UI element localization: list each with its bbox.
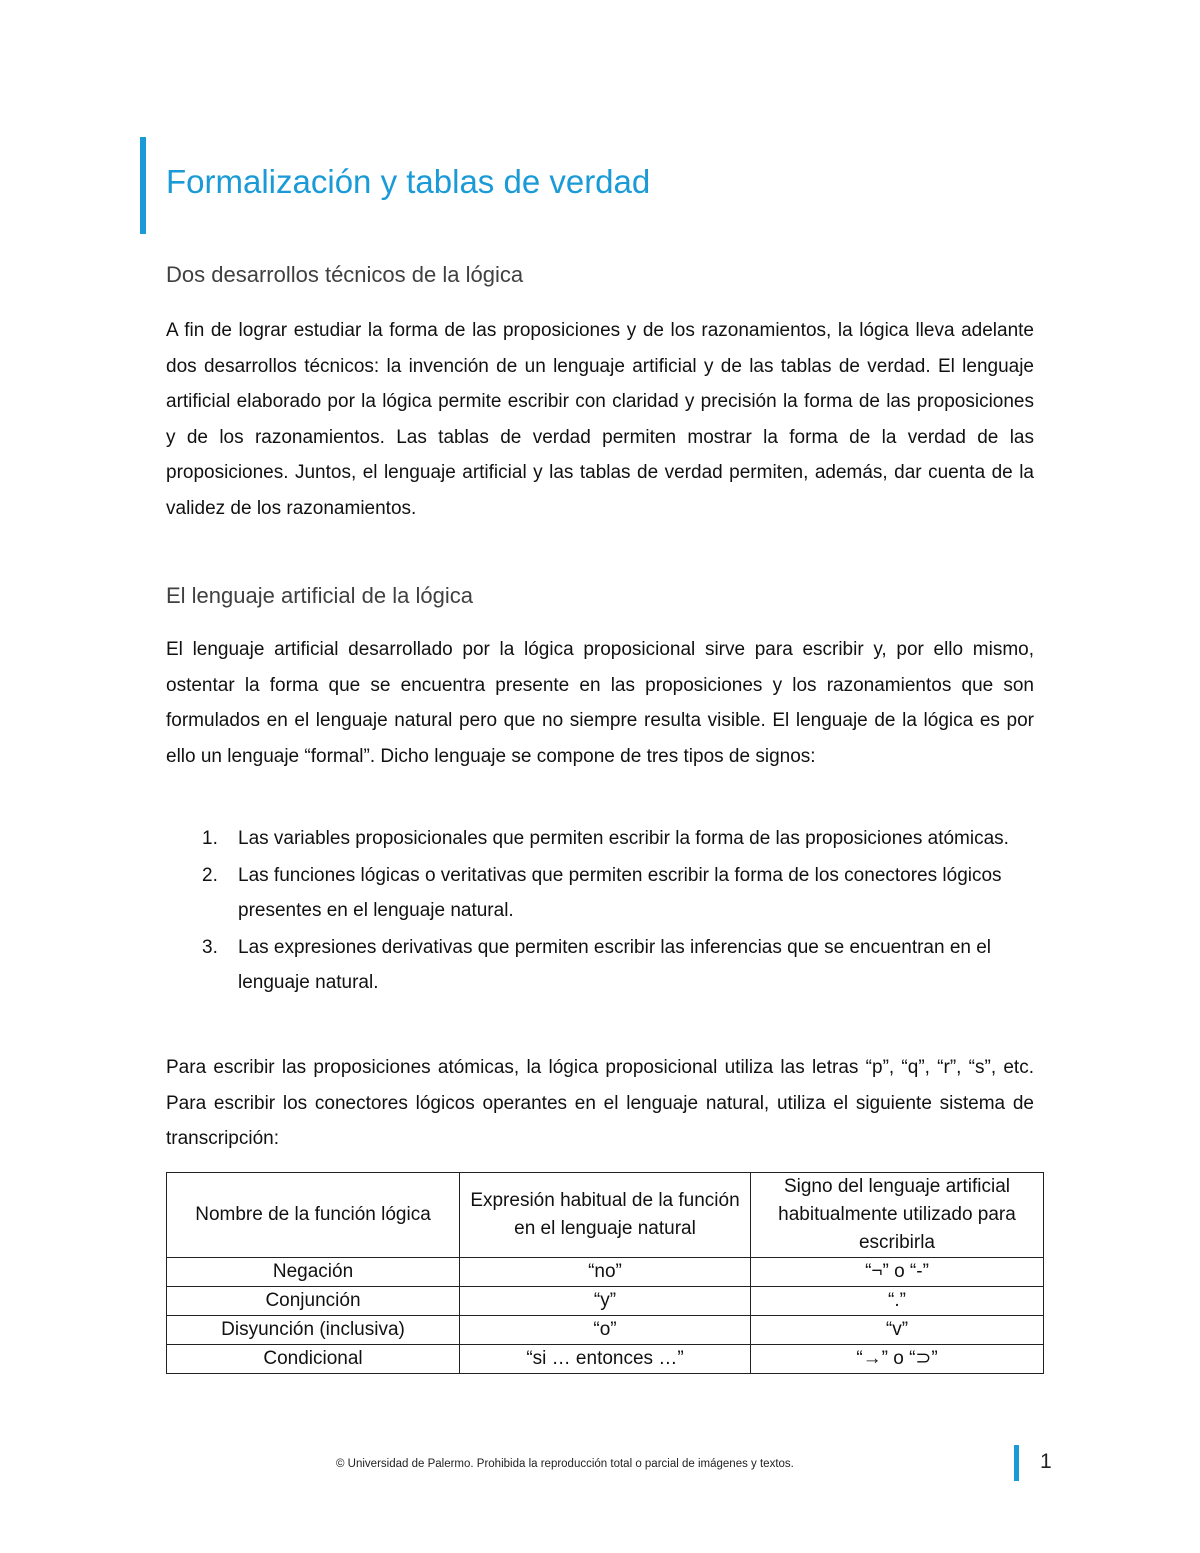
table-cell: Conjunción: [167, 1287, 460, 1316]
table-header-cell: Nombre de la función lógica: [167, 1173, 460, 1258]
table-cell: “o”: [460, 1316, 751, 1345]
signs-list: [166, 821, 1034, 1002]
page-number: 1: [1040, 1450, 1052, 1473]
section-paragraph-desarrollos: A fin de lograr estudiar la forma de las proposiciones y de los razonamientos, la lógica lleva adelante dos desarrollos técnicos: la invención de un lenguaje artificial y de las tablas de verdad. El lenguaje artificial elaborado por la lógica permite escribir con claridad y precisión la forma de las proposiciones y de los razonamientos. Las tablas de verdad permiten mostrar la forma de la verdad de las proposiciones. Juntos, el lenguaje artificial y las tablas de verdad permiten, además, dar cuenta de la validez de los razonamientos.: [166, 320, 1034, 519]
list-item-text: Las variables proposicionales que permiten escribir la forma de las proposiciones atómicas.: [238, 828, 1009, 849]
table-row: [167, 1345, 1044, 1374]
transcription-paragraph: Para escribir las proposiciones atómicas, la lógica proposicional utiliza las letras “p”, “q”, “r”, “s”, etc. Para escribir los conectores lógicos operantes en el lenguaje natural, utiliza el siguiente sistema de transcripción:: [166, 1057, 1034, 1149]
table-row: [167, 1287, 1044, 1316]
list-item: [166, 930, 1034, 1001]
table-header-cell: Signo del lenguaje artificial habitualmente utilizado para escribirla: [751, 1173, 1044, 1258]
logic-functions-table: [166, 1172, 1044, 1374]
list-item-number: 3.: [202, 936, 218, 958]
table-header-row: [167, 1173, 1044, 1258]
table-cell: “→” o “⊃”: [751, 1345, 1044, 1374]
table-row: [167, 1316, 1044, 1345]
table-cell: “.”: [751, 1287, 1044, 1316]
page-number-accent-bar: [1014, 1445, 1019, 1481]
table-cell: “¬” o “-”: [751, 1258, 1044, 1287]
list-item-number: 2.: [202, 864, 218, 886]
table-cell: “si … entonces …”: [460, 1345, 751, 1374]
title-accent-bar: [140, 137, 146, 234]
list-item-text: Las funciones lógicas o veritativas que permiten escribir la forma de los conectores lógicos presentes en el lenguaje natural.: [238, 864, 1002, 921]
section-paragraph-lenguaje: El lenguaje artificial desarrollado por la lógica proposicional sirve para escribir y, por ello mismo, ostentar la forma que se encuentra presente en las proposiciones y los razonamientos que son formulados en el lenguaje natural pero que no siempre resulta visible. El lenguaje de la lógica es por ello un lenguaje “formal”. Dicho lenguaje se compone de tres tipos de signos:: [166, 639, 1034, 767]
section-heading-lenguaje: El lenguaje artificial de la lógica: [166, 583, 473, 608]
table-cell: “no”: [460, 1258, 751, 1287]
table-cell: Disyunción (inclusiva): [167, 1316, 460, 1345]
list-item: [166, 821, 1034, 857]
table-cell: “y”: [460, 1287, 751, 1316]
table-row: [167, 1258, 1044, 1287]
page-title: Formalización y tablas de verdad: [166, 163, 651, 200]
table-cell: “v”: [751, 1316, 1044, 1345]
section-heading-desarrollos: Dos desarrollos técnicos de la lógica: [166, 262, 524, 287]
list-item-number: 1.: [202, 828, 218, 849]
table-header-cell: Expresión habitual de la función en el lenguaje natural: [460, 1173, 751, 1258]
list-item-text: Las expresiones derivativas que permiten escribir las inferencias que se encuentran en el lenguaje natural.: [238, 936, 992, 993]
table-cell: Negación: [167, 1258, 460, 1287]
list-item: [166, 858, 1034, 929]
footer-copyright: © Universidad de Palermo. Prohibida la reproducción total o parcial de imágenes y textos.: [336, 1458, 794, 1470]
table-cell: Condicional: [167, 1345, 460, 1374]
